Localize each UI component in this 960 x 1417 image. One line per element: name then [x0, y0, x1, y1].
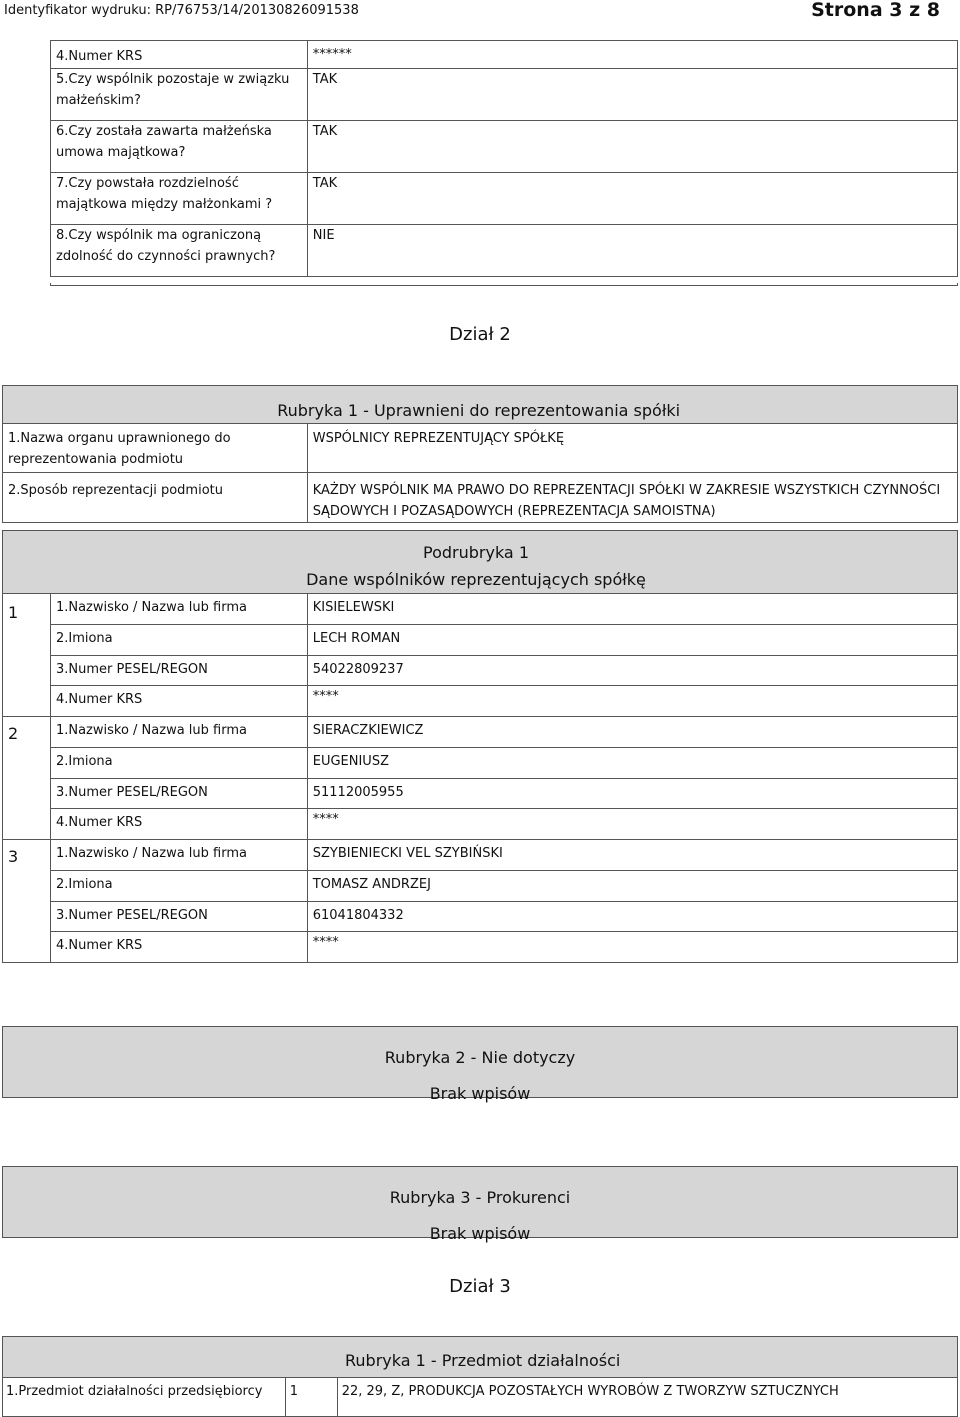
rubryka-2-box	[2, 1026, 958, 1103]
value-krs: ******	[307, 41, 957, 69]
pesel-value: 51112005955	[307, 779, 957, 809]
dzial-3-rubryka-1-title: Rubryka 1 - Przedmiot działalności	[345, 1351, 621, 1370]
print-identifier: Identyfikator wydruku: RP/76753/14/20130826091538	[4, 3, 359, 18]
label-married: 5.Czy wspólnik pozostaje w związku małżeńskim?	[51, 69, 308, 121]
krs-value: ****	[307, 932, 957, 963]
activity-label: 1.Przedmiot działalności przedsiębiorcy	[3, 1378, 286, 1417]
pesel-value: 54022809237	[307, 656, 957, 686]
krs-label: 4.Numer KRS	[50, 809, 307, 840]
rubryka-1-table	[2, 385, 958, 523]
page-number: Strona 3 z 8	[811, 0, 940, 21]
organ-label: 1.Nazwa organu uprawnionego do reprezentowania podmiotu	[3, 424, 308, 473]
table-bottom-border	[50, 283, 958, 286]
value-married: TAK	[307, 69, 957, 121]
pesel-label: 3.Numer PESEL/REGON	[50, 779, 307, 809]
dzial-2-title: Dział 2	[449, 324, 511, 345]
organ-value: WSPÓLNICY REPREZENTUJĄCY SPÓŁKĘ	[307, 424, 957, 473]
names-value: TOMASZ ANDRZEJ	[307, 871, 957, 902]
krs-label: 4.Numer KRS	[50, 686, 307, 717]
rubryka-2-title: Rubryka 2 - Nie dotyczy	[384, 1048, 576, 1067]
value-separation: TAK	[307, 173, 957, 225]
rubryka-3-body: Brak wpisów	[429, 1224, 531, 1243]
names-label: 2.Imiona	[50, 871, 307, 902]
names-value: LECH ROMAN	[307, 625, 957, 656]
representation-label: 2.Sposób reprezentacji podmiotu	[3, 473, 308, 523]
rubryka-3-title: Rubryka 3 - Prokurenci	[389, 1188, 571, 1207]
dzial-3-title: Dział 3	[449, 1276, 511, 1297]
activity-number: 1	[285, 1378, 337, 1417]
rubryka-3-box	[2, 1166, 958, 1243]
pesel-value: 61041804332	[307, 902, 957, 932]
top-partner-table	[50, 40, 958, 277]
surname-value: SZYBIENIECKI VEL SZYBIŃSKI	[307, 840, 957, 871]
podrubryka-subtitle: Dane wspólników reprezentujących spółkę	[306, 570, 646, 589]
partner-number: 3	[3, 840, 51, 963]
surname-label: 1.Nazwisko / Nazwa lub firma	[50, 840, 307, 871]
pesel-label: 3.Numer PESEL/REGON	[50, 902, 307, 932]
partner-number: 1	[3, 594, 51, 717]
partner-number: 2	[3, 717, 51, 840]
label-capacity: 8.Czy wspólnik ma ograniczoną zdolność do czynności prawnych?	[51, 225, 308, 277]
surname-value: KISIELEWSKI	[307, 594, 957, 625]
rubryka-1-title: Rubryka 1 - Uprawnieni do reprezentowania spółki	[277, 401, 681, 420]
label-separation: 7.Czy powstała rozdzielność majątkowa między małżonkami ?	[51, 173, 308, 225]
krs-value: ****	[307, 809, 957, 840]
surname-label: 1.Nazwisko / Nazwa lub firma	[50, 594, 307, 625]
activity-value: 22, 29, Z, PRODUKCJA POZOSTAŁYCH WYROBÓW Z TWORZYW SZTUCZNYCH	[337, 1378, 957, 1417]
rubryka-2-body: Brak wpisów	[429, 1084, 531, 1103]
label-prenup: 6.Czy została zawarta małżeńska umowa majątkowa?	[51, 121, 308, 173]
names-value: EUGENIUSZ	[307, 748, 957, 779]
krs-label: 4.Numer KRS	[50, 932, 307, 963]
value-prenup: TAK	[307, 121, 957, 173]
krs-value: ****	[307, 686, 957, 717]
pesel-label: 3.Numer PESEL/REGON	[50, 656, 307, 686]
dzial-3-rubryka-1-table	[2, 1377, 958, 1417]
podrubryka-table	[2, 530, 958, 963]
label-krs: 4.Numer KRS	[51, 41, 308, 69]
names-label: 2.Imiona	[50, 748, 307, 779]
names-label: 2.Imiona	[50, 625, 307, 656]
podrubryka-title: Podrubryka 1	[423, 543, 529, 562]
surname-label: 1.Nazwisko / Nazwa lub firma	[50, 717, 307, 748]
value-capacity: NIE	[307, 225, 957, 277]
dzial-3-rubryka-1-header	[2, 1336, 958, 1378]
representation-value: KAŻDY WSPÓLNIK MA PRAWO DO REPREZENTACJI SPÓŁKI W ZAKRESIE WSZYSTKICH CZYNNOŚCI SĄDOWYCH I POZASĄDOWYCH (REPREZENTACJA SAMOISTNA)	[307, 473, 957, 523]
surname-value: SIERACZKIEWICZ	[307, 717, 957, 748]
